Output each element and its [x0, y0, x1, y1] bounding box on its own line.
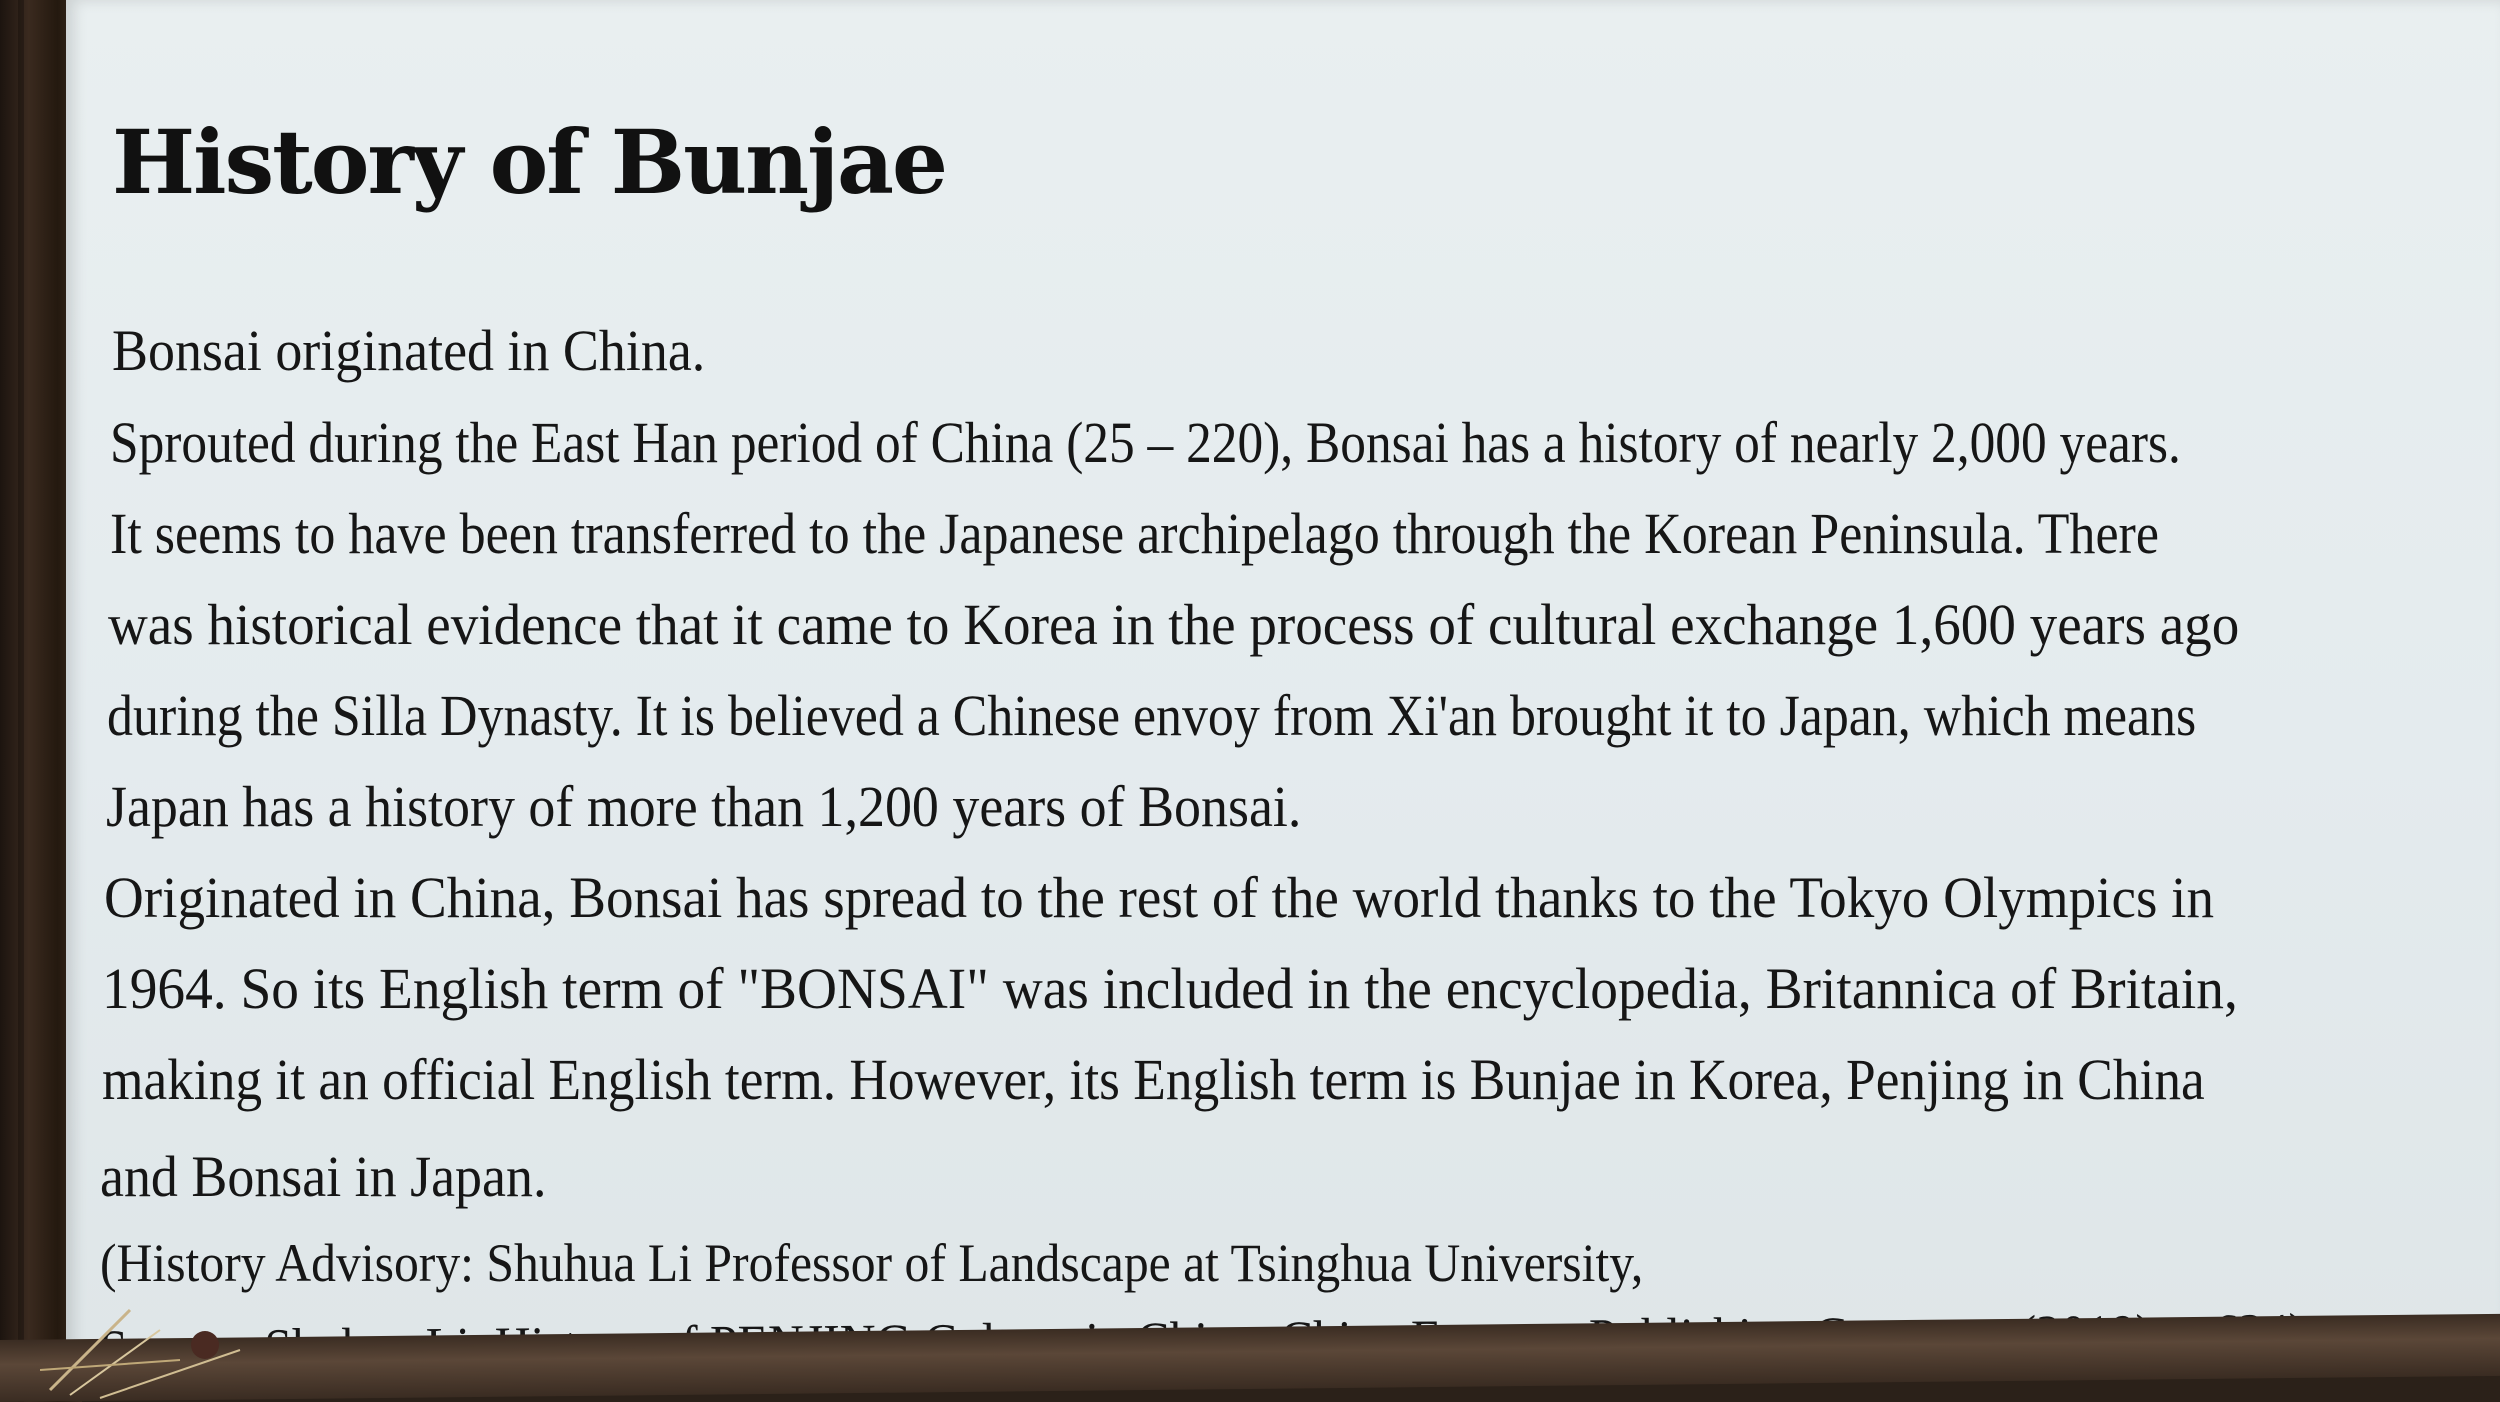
text-line-3: It seems to have been transferred to the Japanese archipelago through the Korean Peninsula. There: [110, 501, 2159, 566]
text-line-6: Japan has a history of more than 1,200 years of Bonsai.: [106, 774, 1302, 839]
straw-debris-icon: [40, 1290, 260, 1400]
text-line-1: Bonsai originated in China.: [112, 318, 706, 383]
sign-title: History of Bunjae: [112, 110, 946, 214]
text-line-5: during the Silla Dynasty. It is believed a Chinese envoy from Xi'an brought it to Japan, which means: [107, 683, 2197, 748]
text-line-7: Originated in China, Bonsai has spread to the rest of the world thanks to the Tokyo Olympics in: [104, 865, 2215, 930]
text-line-4: was historical evidence that it came to Korea in the process of cultural exchange 1,600 years ago: [108, 592, 2240, 657]
text-line-2: Sprouted during the East Han period of China (25 – 220), Bonsai has a history of nearly 2,000 years.: [110, 410, 2181, 475]
text-line-9: making it an official English term. However, its English term is Bunjae in Korea, Penjing in China: [102, 1047, 2205, 1112]
advisory-line: (History Advisory: Shuhua Li Professor of Landscape at Tsinghua University,: [100, 1233, 1644, 1293]
text-line-8: 1964. So its English term of "BONSAI" was included in the encyclopedia, Britannica of Britain,: [102, 956, 2238, 1021]
text-line-10: and Bonsai in Japan.: [100, 1144, 547, 1209]
